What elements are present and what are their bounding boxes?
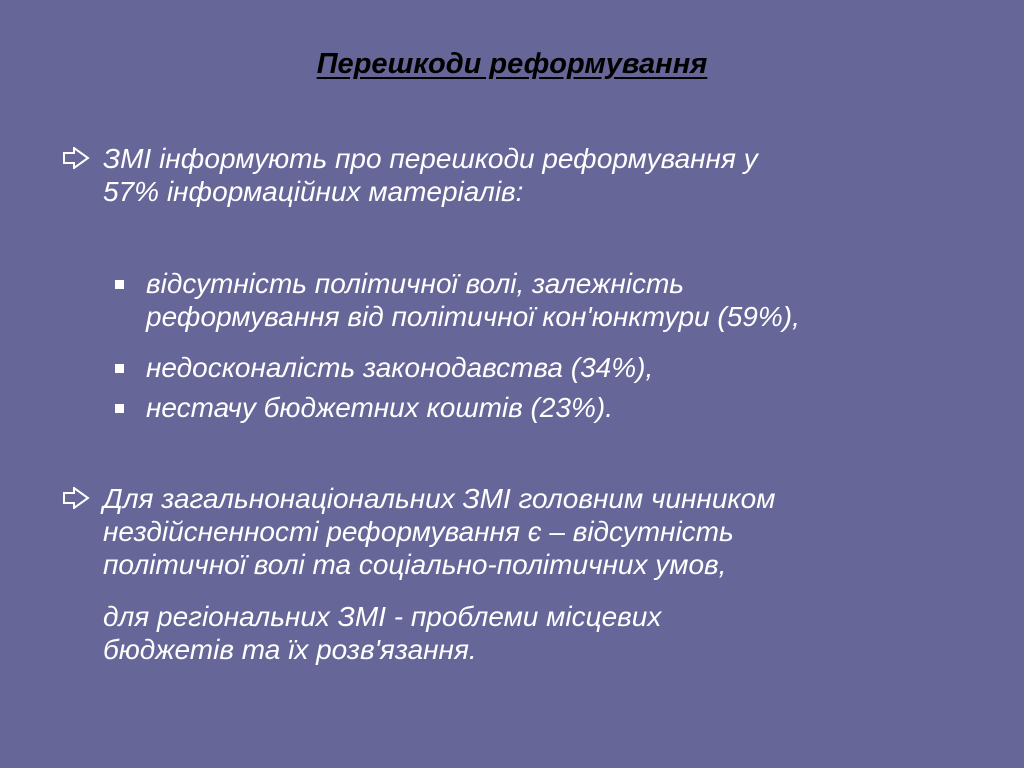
- bullet-line: недосконалість законодавства (34%),: [146, 352, 654, 383]
- paragraph-national-media: [103, 482, 983, 581]
- paragraph-smi-inform: [103, 142, 983, 208]
- paragraph-line: для регіональних ЗМІ - проблеми місцевих: [103, 601, 662, 632]
- paragraph-line: політичної волі та соціально-політичних умов,: [103, 549, 727, 580]
- paragraph-line: бюджетів та їх розв'язання.: [103, 634, 477, 665]
- bullet-political-will: [146, 267, 996, 333]
- square-bullet-icon: [115, 280, 124, 289]
- paragraph-line: нездійсненності реформування є – відсутність: [103, 516, 734, 547]
- bullet-legislation: [146, 351, 996, 384]
- paragraph-regional-media: [103, 600, 983, 666]
- bullet-line: реформування від політичної кон'юнктури (59%),: [146, 301, 800, 332]
- square-bullet-icon: [115, 404, 124, 413]
- square-bullet-icon: [115, 364, 124, 373]
- paragraph-line: 57% інформаційних матеріалів:: [103, 176, 524, 207]
- bullet-budget: [146, 391, 996, 424]
- bullet-line: нестачу бюджетних коштів (23%).: [146, 392, 613, 423]
- paragraph-line: ЗМІ інформують про перешкоди реформування у: [103, 143, 758, 174]
- arrow-icon: [62, 487, 90, 509]
- arrow-icon: [62, 147, 90, 169]
- slide-title: Перешкоди реформування: [316, 48, 708, 80]
- paragraph-line: Для загальнонаціональних ЗМІ головним чинником: [103, 483, 776, 514]
- bullet-line: відсутність політичної волі, залежність: [146, 268, 685, 299]
